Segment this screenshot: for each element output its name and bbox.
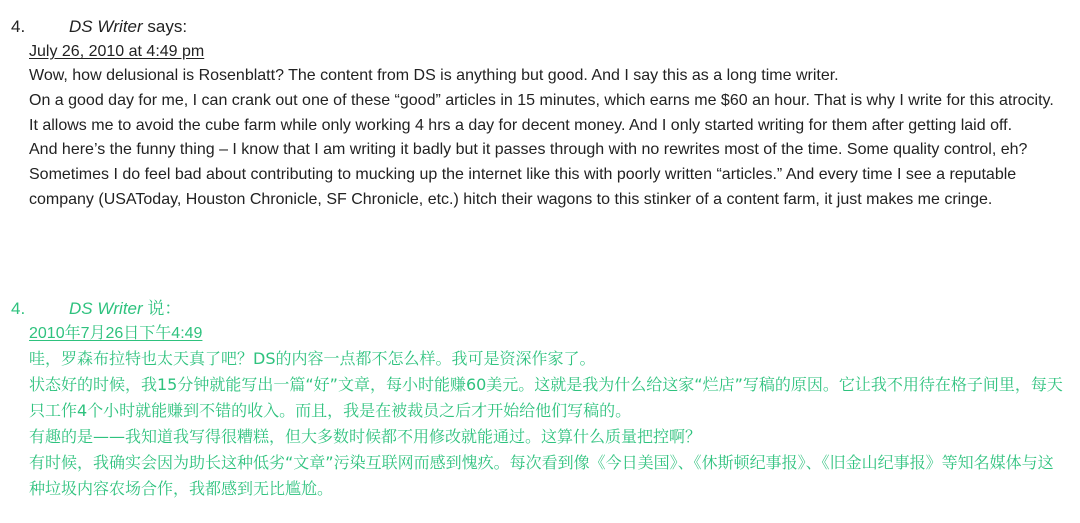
comment-paragraph: And here’s the funny thing – I know that I am writing it badly but it passes through with no rewrites most of the time. Some quality control, eh? [29, 141, 1028, 159]
comment-paragraph: Sometimes I do feel bad about contributing to mucking up the internet like this with poorly written “articles.” And every time I see a reputable company (USAToday, Houston Chronicle, SF Chronicle, etc.) hitch their wagons to this stinker of a content farm, it just makes me cringe. [29, 166, 1017, 208]
comment-header [0, 14, 1080, 40]
comment-author-line [69, 14, 187, 40]
comment-chinese [0, 296, 1080, 502]
comment-paragraph: 有时候，我确实会因为助长这种低劣“文章”污染互联网而感到愧疚。每次看到像《今日美国》、《休斯顿纪事报》、《旧金山纪事报》等知名媒体与这种垃圾内容农场合作，我都感到无比尴尬。 [29, 453, 1054, 498]
comment-says: says: [142, 17, 188, 36]
comment-says: 说： [142, 299, 182, 318]
comment-header [0, 296, 1080, 322]
comment-author-line [69, 296, 181, 322]
comment-paragraph: On a good day for me, I can crank out one of these “good” articles in 15 minutes, which earns me $60 an hour. That is why I write for this atrocity. It allows me to avoid the cube farm while only working 4 hrs a day for decent money. And I only started writing for them after getting laid off. [29, 91, 1054, 134]
comment-english [0, 14, 1080, 213]
comment-number: 4. [11, 299, 26, 318]
comment-paragraph: 有趣的是——我知道我写得很糟糕，但大多数时候都不用修改就能通过。这算什么质量把控啊？ [29, 427, 702, 446]
comment-paragraph: 哇，罗森布拉特也太天真了吧？DS的内容一点都不怎么样。我可是资深作家了。 [29, 349, 596, 368]
comment-author: DS Writer [69, 17, 143, 36]
comment-number: 4. [11, 17, 26, 36]
comment-body [29, 64, 1066, 213]
comment-paragraph: Wow, how delusional is Rosenblatt? The content from DS is anything but good. And I say this as a long time writer. [29, 67, 839, 84]
comment-paragraph: 状态好的时候，我15分钟就能写出一篇“好”文章，每小时能赚60美元。这就是我为什么给这家“烂店”写稿的原因。它让我不用待在格子间里，每天只工作4个小时就能赚到不错的收入。而且，我是在被裁员之后才开始给他们写稿的。 [29, 375, 1063, 420]
comment-date-link[interactable]: 2010年7月26日下午4:49 [29, 325, 203, 342]
comment-body [29, 346, 1066, 502]
comment-author: DS Writer [69, 299, 143, 318]
comment-date-link[interactable]: July 26, 2010 at 4:49 pm [29, 43, 205, 60]
